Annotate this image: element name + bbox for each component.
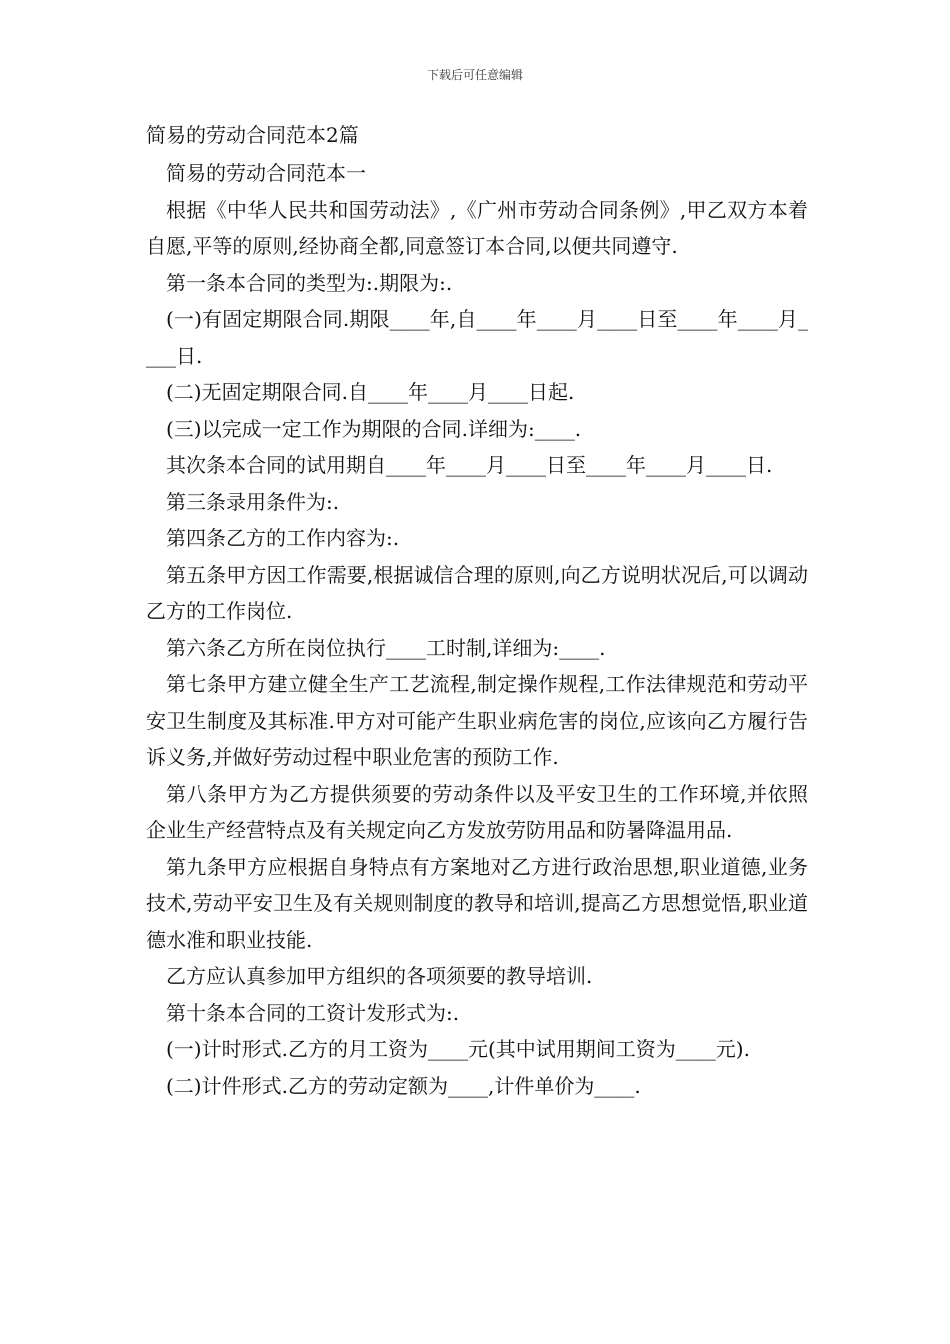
paragraph-article-10: 第十条本合同的工资计发形式为:.: [166, 1000, 460, 1025]
paragraph-article-1-item-2: (二)无固定期限合同.自____年____月____日起.: [166, 380, 575, 404]
paragraph-article-7: 第七条甲方建立健全生产工艺流程,制定操作规程,工作法律规范和劳动平安卫生制度及其标准.甲方对可能产生职业病危害的岗位,应该向乙方履行告诉义务,并做好劳动过程中职业危害的预防工作.: [146, 672, 808, 769]
paragraph-article-10-item-2: (二)计件形式.乙方的劳动定额为____,计件单价为____.: [166, 1073, 641, 1098]
paragraph-article-1-item-1: (一)有固定期限合同.期限____年,自____年____月____日至____年____月____日.: [146, 307, 808, 368]
page-header-note: 下载后可任意编辑: [426, 68, 523, 82]
document-title: 简易的劳动合同范本2篇: [146, 123, 359, 147]
paragraph-article-10-item-1: (一)计时形式.乙方的月工资为____元(其中试用期间工资为____元).: [166, 1037, 750, 1061]
paragraph-preamble: 根据《中华人民共和国劳动法》,《广州市劳动合同条例》,甲乙双方本着自愿,平等的原则,经协商全都,同意签订本合同,以便共同遵守.: [146, 197, 808, 258]
paragraph-article-1: 第一条本合同的类型为:.期限为:.: [166, 270, 453, 295]
paragraph-article-9-note: 乙方应认真参加甲方组织的各项须要的教导培训.: [166, 964, 593, 988]
paragraph-article-3: 第三条录用条件为:.: [166, 489, 340, 514]
paragraph-article-8: 第八条甲方为乙方提供须要的劳动条件以及平安卫生的工作环境,并依照企业生产经营特点及有关规定向乙方发放劳防用品和防暑降温用品.: [146, 781, 808, 842]
document-body: [146, 155, 808, 1104]
paragraph-article-4: 第四条乙方的工作内容为:.: [166, 526, 400, 550]
paragraph-article-9: 第九条甲方应根据自身特点有方案地对乙方进行政治思想,职业道德,业务技术,劳动平安卫生及有关规则制度的教导和培训,提高乙方思想觉悟,职业道德水准和职业技能.: [146, 854, 808, 952]
paragraph-subtitle: 简易的劳动合同范本一: [166, 161, 366, 185]
paragraph-article-2: 其次条本合同的试用期自____年____月____日至____年____月____日.: [166, 453, 773, 477]
paragraph-article-1-item-3: (三)以完成一定工作为期限的合同.详细为:____.: [166, 416, 582, 441]
paragraph-article-6: 第六条乙方所在岗位执行____工时制,详细为:____.: [166, 635, 606, 660]
paragraph-article-5: 第五条甲方因工作需要,根据诚信合理的原则,向乙方说明状况后,可以调动乙方的工作岗位.: [146, 562, 808, 623]
